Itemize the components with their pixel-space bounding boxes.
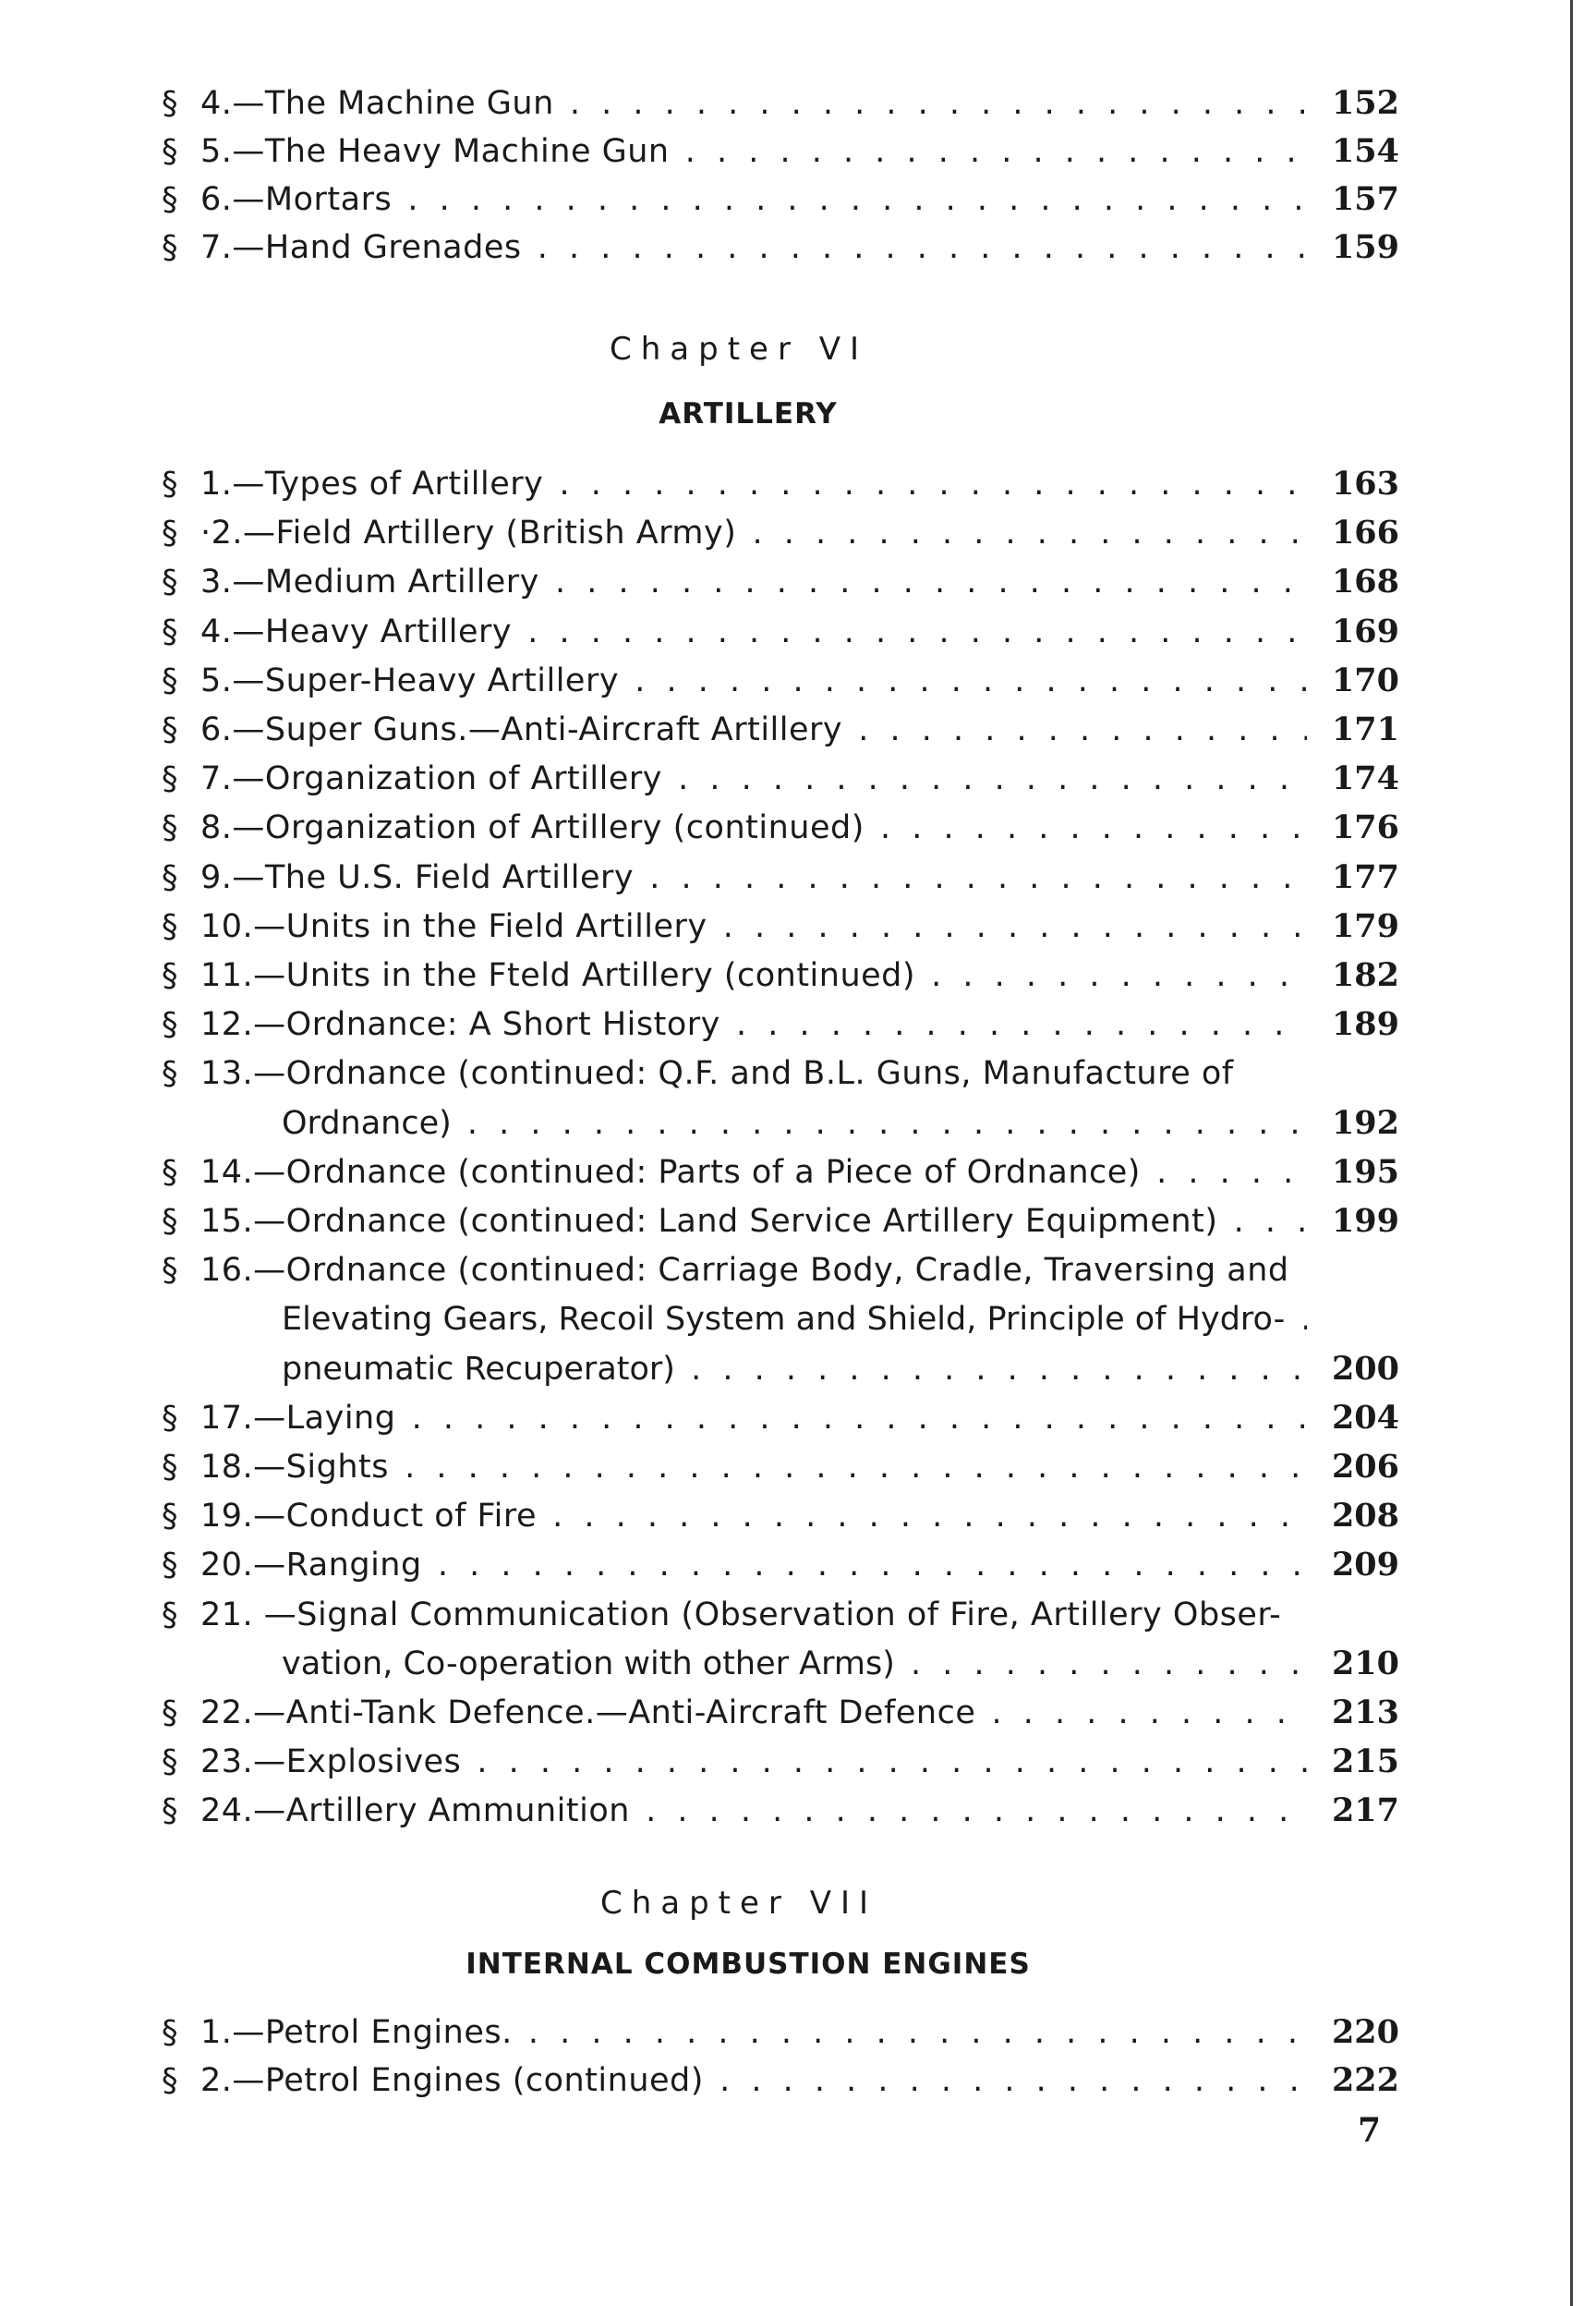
section-sign: § bbox=[162, 133, 178, 170]
entry-title: 7.—Organization of Artillery . . . bbox=[200, 757, 1307, 801]
section-sign: § bbox=[162, 1203, 178, 1240]
entry-title: 12.—Ordnance: A Short History . . . bbox=[200, 1002, 1307, 1047]
entry-title-continuation: Elevating Gears, Recoil System and Shield, Principle of Hydro- . . . bbox=[282, 1297, 1307, 1341]
page-number: 177 bbox=[1331, 857, 1399, 896]
folio-page-number: 7 bbox=[1358, 2111, 1382, 2150]
page-number: 217 bbox=[1331, 1791, 1399, 1830]
entry-title: 11.—Units in the Fteld Artillery (continued) . . . bbox=[200, 953, 1307, 998]
page-number: 174 bbox=[1331, 759, 1399, 798]
page-number: 222 bbox=[1331, 2061, 1399, 2099]
section-sign: § bbox=[162, 613, 178, 650]
entry-title: 20.—Ranging . . . bbox=[200, 1543, 1307, 1587]
section-sign: § bbox=[162, 2062, 178, 2099]
entry-title: 21. —Signal Communication (Observation of Fire, Artillery Obser- bbox=[200, 1596, 1282, 1633]
section-sign: § bbox=[162, 1449, 178, 1486]
page-number: 204 bbox=[1331, 1398, 1399, 1437]
page-number: 169 bbox=[1331, 612, 1399, 650]
entry-title-continuation: Ordnance) . . . bbox=[282, 1101, 1307, 1146]
page-number: 154 bbox=[1331, 132, 1399, 170]
section-sign: § bbox=[162, 1792, 178, 1830]
entry-title: 5.—The Heavy Machine Gun . . . bbox=[200, 129, 1307, 174]
page-number: 159 bbox=[1331, 228, 1399, 266]
page-number: 199 bbox=[1331, 1202, 1399, 1240]
page-number: 166 bbox=[1331, 514, 1399, 552]
page-number: 179 bbox=[1331, 906, 1399, 945]
section-sign: § bbox=[162, 466, 178, 503]
page-number: 209 bbox=[1331, 1546, 1399, 1584]
section-sign: § bbox=[162, 515, 178, 552]
section-sign: § bbox=[162, 1498, 178, 1535]
entry-title: 4.—Heavy Artillery . . . bbox=[200, 610, 1307, 654]
page-number: 213 bbox=[1331, 1693, 1399, 1731]
entry-title: 10.—Units in the Field Artillery . . . bbox=[200, 904, 1307, 949]
entry-title: 4.—The Machine Gun . . . bbox=[200, 81, 1307, 126]
entry-title: 23.—Explosives . . . bbox=[200, 1740, 1307, 1784]
section-sign: § bbox=[162, 907, 178, 945]
section-sign: § bbox=[162, 1399, 178, 1437]
page-number: 168 bbox=[1331, 563, 1399, 601]
section-sign: § bbox=[162, 661, 178, 699]
page-number: 208 bbox=[1331, 1497, 1399, 1535]
section-sign: § bbox=[162, 564, 178, 601]
section-sign: § bbox=[162, 1547, 178, 1584]
section-sign: § bbox=[162, 1006, 178, 1044]
entry-title: 16.—Ordnance (continued: Carriage Body, Cradle, Traversing and bbox=[200, 1252, 1289, 1290]
entry-title: 24.—Artillery Ammunition . . . bbox=[200, 1789, 1307, 1833]
section-sign: § bbox=[162, 809, 178, 847]
chapter-label: Chapter VI bbox=[609, 331, 869, 368]
chapter-title: INTERNAL COMBUSTION ENGINES bbox=[466, 1948, 1031, 1981]
entry-title: 7.—Hand Grenades . . . bbox=[200, 225, 1307, 270]
page-number: 220 bbox=[1331, 2013, 1399, 2051]
entry-title: 6.—Super Guns.—Anti-Aircraft Artillery . . . bbox=[200, 708, 1307, 752]
page-number: 195 bbox=[1331, 1152, 1399, 1191]
entry-title: 1.—Petrol Engines. . . . bbox=[200, 2010, 1307, 2055]
entry-title: 1.—Types of Artillery . . . bbox=[200, 462, 1307, 506]
page-number: 157 bbox=[1331, 180, 1399, 218]
entry-title: 22.—Anti-Tank Defence.—Anti-Aircraft Defence . . . bbox=[200, 1691, 1307, 1735]
entry-title-continuation: vation, Co-operation with other Arms) . . . bbox=[282, 1642, 1307, 1686]
page-number: 210 bbox=[1331, 1644, 1399, 1682]
entry-title: ·2.—Field Artillery (British Army) . . . bbox=[200, 511, 1307, 555]
entry-title: 13.—Ordnance (continued: Q.F. and B.L. Guns, Manufacture of bbox=[200, 1055, 1234, 1093]
entry-title: 6.—Mortars . . . bbox=[200, 177, 1307, 222]
section-sign: § bbox=[162, 85, 178, 122]
page-number: 206 bbox=[1331, 1448, 1399, 1486]
entry-title: 18.—Sights . . . bbox=[200, 1445, 1307, 1489]
entry-title: 2.—Petrol Engines (continued) . . . bbox=[200, 2058, 1307, 2103]
entry-title-continuation: pneumatic Recuperator) . . . bbox=[282, 1347, 1307, 1391]
page-number: 200 bbox=[1331, 1349, 1399, 1388]
entry-title: 17.—Laying . . . bbox=[200, 1396, 1307, 1440]
section-sign: § bbox=[162, 2014, 178, 2051]
entry-title: 14.—Ordnance (continued: Parts of a Piece of Ordnance) . . . bbox=[200, 1150, 1307, 1195]
section-sign: § bbox=[162, 1055, 178, 1093]
entry-title: 5.—Super-Heavy Artillery . . . bbox=[200, 659, 1307, 703]
section-sign: § bbox=[162, 1596, 178, 1633]
chapter-label: Chapter VII bbox=[599, 1885, 878, 1922]
entry-title: 9.—The U.S. Field Artillery . . . bbox=[200, 856, 1307, 900]
page-number: 182 bbox=[1331, 956, 1399, 994]
entry-title: 8.—Organization of Artillery (continued) . . . bbox=[200, 806, 1307, 850]
page-number: 189 bbox=[1331, 1005, 1399, 1044]
page-number: 170 bbox=[1331, 661, 1399, 699]
page-number: 163 bbox=[1331, 465, 1399, 503]
section-sign: § bbox=[162, 957, 178, 994]
section-sign: § bbox=[162, 181, 178, 218]
section-sign: § bbox=[162, 1252, 178, 1290]
entry-title: 15.—Ordnance (continued: Land Service Artillery Equipment) . . . bbox=[200, 1199, 1307, 1244]
page-number: 171 bbox=[1331, 710, 1399, 748]
section-sign: § bbox=[162, 229, 178, 266]
page-number: 215 bbox=[1331, 1742, 1399, 1781]
section-sign: § bbox=[162, 760, 178, 798]
entry-title: 3.—Medium Artillery . . . bbox=[200, 560, 1307, 604]
section-sign: § bbox=[162, 1743, 178, 1781]
page-number: 176 bbox=[1331, 808, 1399, 847]
chapter-title: ARTILLERY bbox=[659, 397, 838, 431]
section-sign: § bbox=[162, 1694, 178, 1731]
page-number: 152 bbox=[1331, 84, 1399, 122]
section-sign: § bbox=[162, 1153, 178, 1191]
section-sign: § bbox=[162, 711, 178, 748]
section-sign: § bbox=[162, 858, 178, 896]
entry-title: 19.—Conduct of Fire . . . bbox=[200, 1494, 1307, 1538]
page-edge bbox=[1570, 0, 1573, 2306]
page-number: 192 bbox=[1331, 1103, 1399, 1142]
